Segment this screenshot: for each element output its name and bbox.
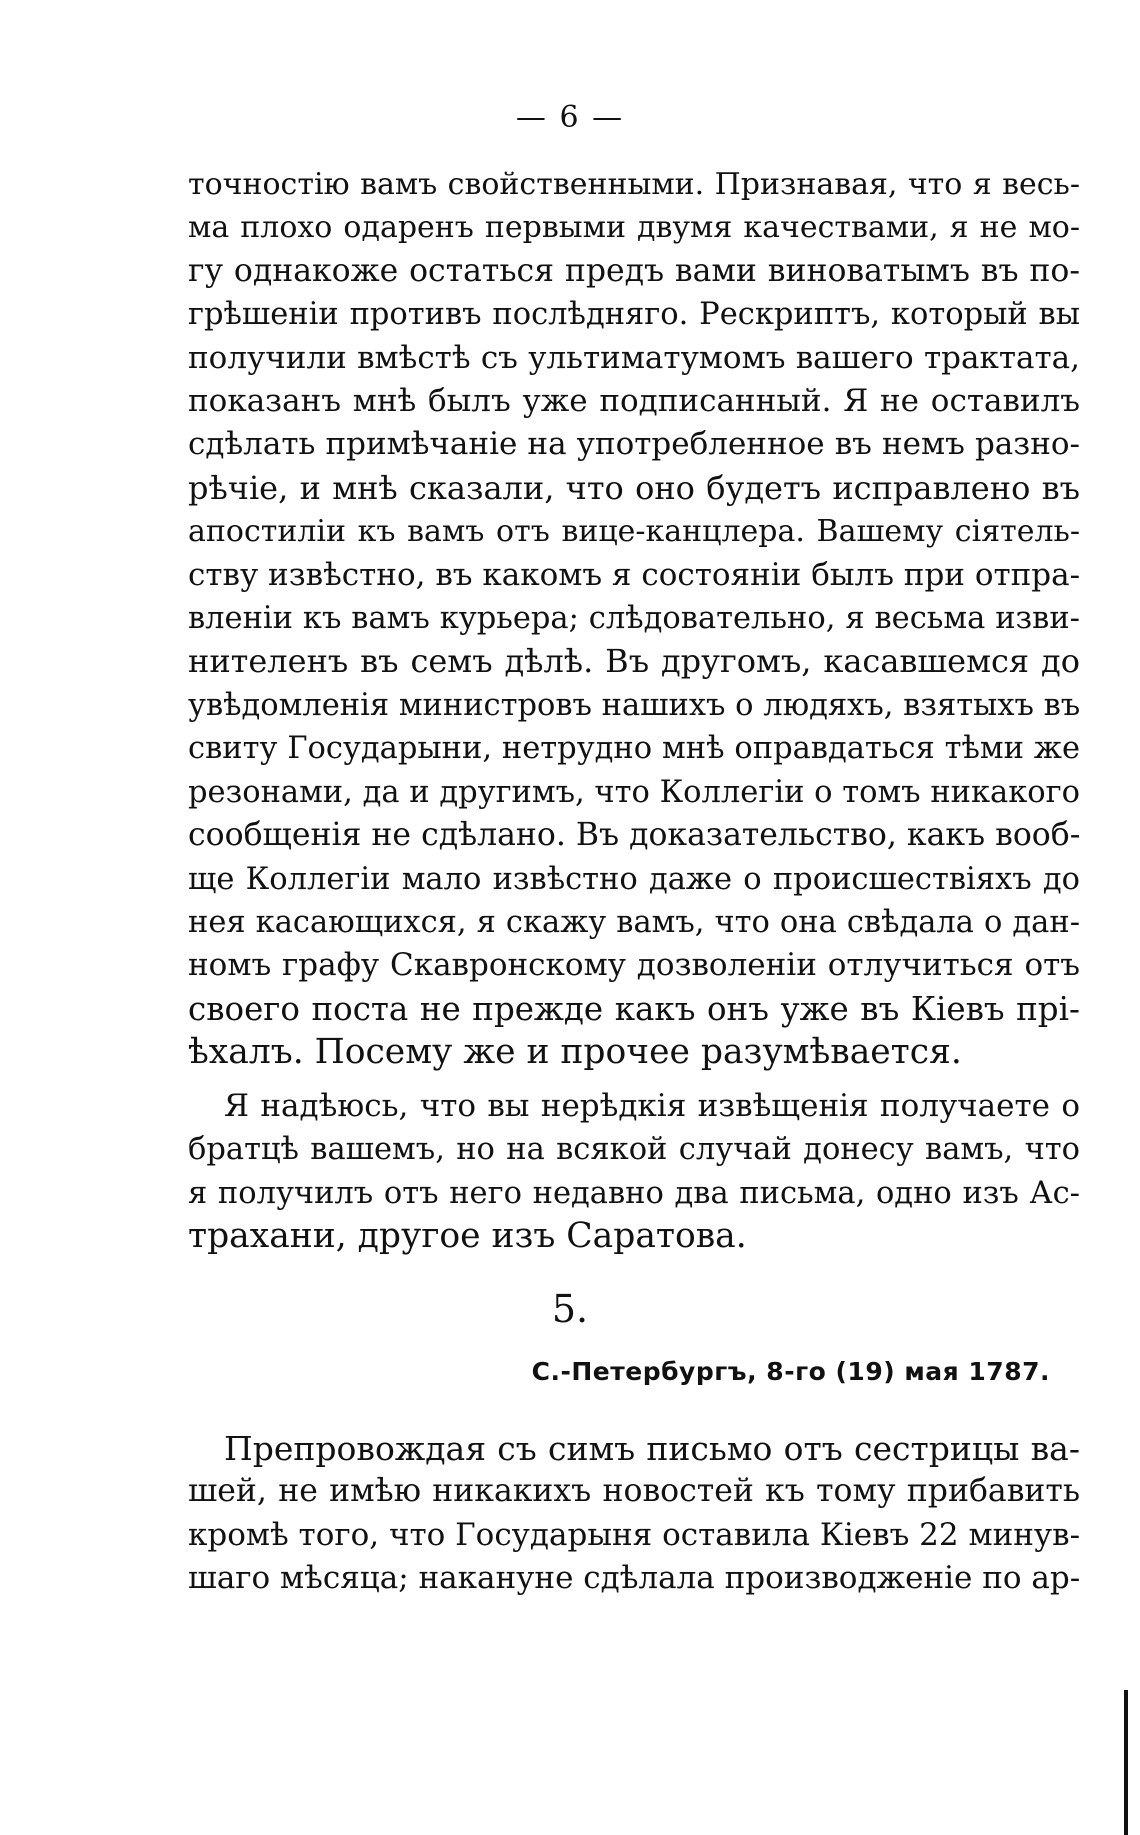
text-line: ма плохо одаренъ первыми двумя качествами, я не мо- bbox=[188, 210, 1080, 246]
text-line: получили вмѣстѣ съ ультиматумомъ вашего трактата, bbox=[188, 339, 1080, 376]
text-line: ству извѣстно, въ какомъ я состояніи былъ при отпра- bbox=[188, 556, 1081, 593]
paragraph-brother-news bbox=[188, 1085, 1080, 1259]
text-line: номъ графу Скавронскому дозволеніи отлучиться отъ bbox=[188, 947, 1080, 984]
text-line: вленіи къ вамъ курьера; слѣдовательно, я весьма изви- bbox=[188, 601, 1080, 637]
page-number: — 6 — bbox=[515, 100, 625, 135]
text-line: точностію вамъ свойственными. Признавая, что я весь- bbox=[188, 167, 1080, 202]
text-line: трахани, другое изъ Саратова. bbox=[188, 1216, 747, 1257]
text-line: шей, не имѣю никакихъ новостей къ тому прибавить bbox=[188, 1473, 1080, 1510]
text-line: кромѣ того, что Государыня оставила Кіевъ 22 минув- bbox=[188, 1516, 1081, 1553]
text-line: своего поста не прежде какъ онъ уже въ Кіевъ прі- bbox=[188, 989, 1080, 1028]
text-line: показанъ мнѣ былъ уже подписанный. Я не оставилъ bbox=[188, 383, 1080, 420]
text-line: сдѣлать примѣчаніе на употребленное въ немъ разно- bbox=[188, 426, 1080, 463]
text-line: свиту Государыни, нетрудно мнѣ оправдаться тѣми же bbox=[188, 731, 1080, 767]
text-line: нея касающихся, я скажу вамъ, что она свѣдала о дан- bbox=[188, 904, 1080, 940]
text-line: апостиліи къ вамъ отъ вице-канцлера. Вашему сіятель- bbox=[188, 514, 1080, 550]
text-line: ѣхалъ. Посему же и прочее разумѣвается. bbox=[188, 1032, 962, 1073]
text-line: ще Коллегіи мало извѣстно даже о происшествіяхъ до bbox=[188, 861, 1080, 897]
page-edge-shadow bbox=[1124, 1690, 1128, 1835]
text-line: Я надѣюсь, что вы нерѣдкія извѣщенія получаете о bbox=[224, 1088, 1080, 1124]
text-line: резонами, да и другимъ, что Коллегіи о томъ никакого bbox=[188, 774, 1080, 810]
text-line: сообщенія не сдѣлано. Въ доказательство, какъ вооб- bbox=[188, 817, 1081, 854]
text-line: грѣшеніи противъ послѣдняго. Рескриптъ, который вы bbox=[188, 297, 1080, 333]
text-line: я получилъ отъ него недавно два письма, одно изъ Ас- bbox=[188, 1175, 1080, 1211]
text-line: увѣдомленія министровъ нашихъ о людяхъ, взятыхъ въ bbox=[188, 687, 1081, 723]
letter-number: 5. bbox=[551, 1287, 589, 1331]
text-line: гу однакоже остаться предъ вами виноватымъ въ по- bbox=[188, 252, 1080, 289]
text-line: нителенъ въ семъ дѣлѣ. Въ другомъ, касавшемся до bbox=[188, 642, 1080, 681]
text-line: братцѣ вашемъ, но на всякой случай донесу вамъ, что bbox=[188, 1132, 1080, 1168]
letter-dateline: С.-Петербургъ, 8-го (19) мая 1787. bbox=[531, 1357, 1050, 1386]
text-line: Препровождая съ симъ письмо отъ сестрицы ва- bbox=[224, 1429, 1080, 1468]
paragraph-letter-5-opening bbox=[188, 1427, 1080, 1601]
text-line: шаго мѣсяца; накануне сдѣлала производженіе по ар- bbox=[188, 1560, 1081, 1597]
text-line: рѣчіе, и мнѣ сказали, что оно будетъ исправлено въ bbox=[188, 468, 1080, 507]
paragraph-letter-continuation bbox=[188, 163, 1080, 1075]
